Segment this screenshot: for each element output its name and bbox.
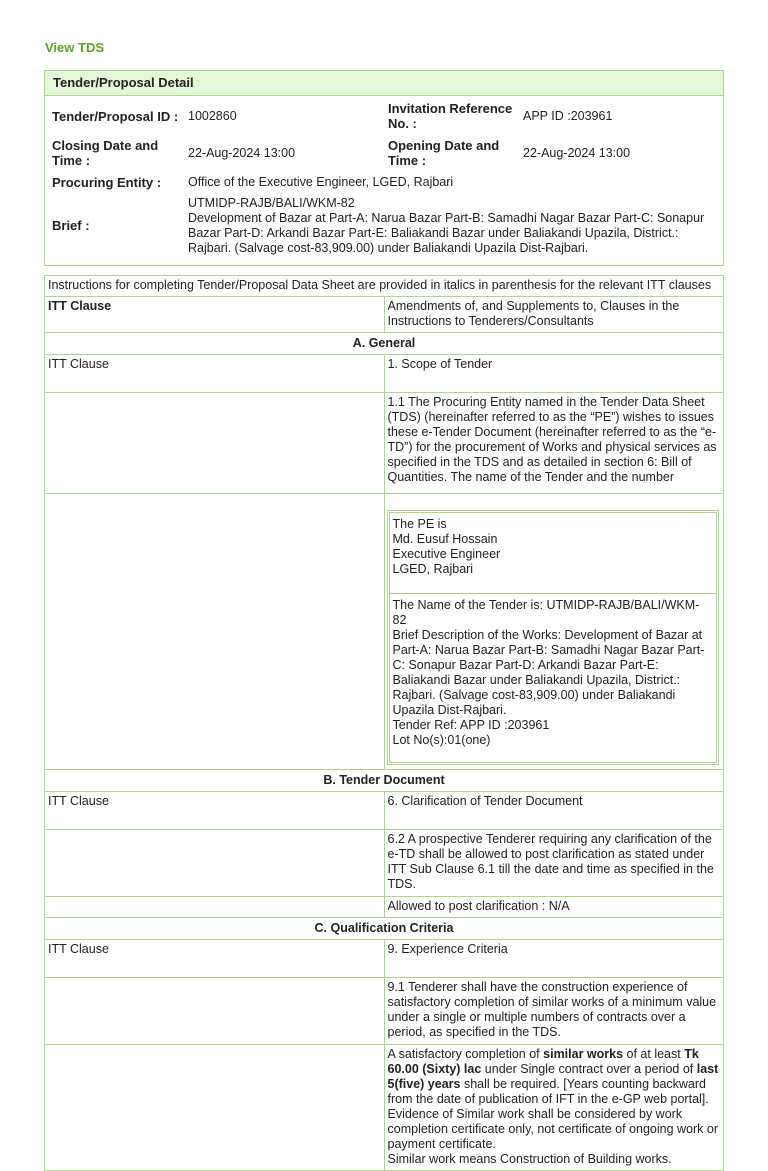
tender-id-label: Tender/Proposal ID : xyxy=(52,109,179,124)
brief-value: UTMIDP-RAJB/BALI/WKM-82 Development of Bazar at Part-A: Narua Bazar Part-B: Samadhi Nagar Bazar Part-C: Sonapur Bazar Part-D: Arkandi Bazar Part-E: Baliakandi Bazar under Baliakandi Upazila, District.: Rajbari. (Salvage cost-83,909.00) under Baliakandi Upazila Dist-Rajbari. xyxy=(188,196,705,255)
tender-detail-title: Tender/Proposal Detail xyxy=(45,71,723,96)
invitation-ref-value: APP ID :203961 xyxy=(523,109,613,123)
procuring-entity-value: Office of the Executive Engineer, LGED, Rajbari xyxy=(188,175,454,189)
clause-9-1-text: 9.1 Tenderer shall have the construction experience of satisfactory completion of similar works of a minimum value under a single or multiple numbers of contracts over a period, as specified in the TDS. xyxy=(384,978,724,1045)
clause-1-1-text: 1.1 The Procuring Entity named in the Tender Data Sheet (TDS) (hereinafter referred to as the “PE”) wishes to issues these e-Tender Document (hereinafter referred to as the “e-TD”) for the procurement of Works and physical services as specified in the TDS and as detailed in section 6: Bill of Quantities. The name of the Tender and the number xyxy=(384,393,724,494)
pe-details-box xyxy=(384,494,724,770)
amendments-text: Amendments of, and Supplements to, Clauses in the Instructions to Tenderers/Consultants xyxy=(384,297,724,333)
tender-id-value: 1002860 xyxy=(188,109,237,123)
section-a-header: A. General xyxy=(45,333,724,355)
invitation-ref-label: Invitation Reference No. : xyxy=(388,101,513,131)
closing-date-label: Closing Date and Time : xyxy=(52,138,159,168)
brief-label: Brief : xyxy=(52,218,90,233)
itt-table xyxy=(44,275,724,1171)
opening-date-label: Opening Date and Time : xyxy=(388,138,500,168)
itt-clause-label: ITT Clause xyxy=(45,792,385,830)
scope-of-tender: 1. Scope of Tender xyxy=(384,355,724,393)
itt-clause-header: ITT Clause xyxy=(45,297,385,333)
pe-info-cell: The PE is Md. Eusuf Hossain Executive Engineer LGED, Rajbari xyxy=(389,512,718,594)
pe-inner-table xyxy=(387,510,720,765)
itt-clause-label: ITT Clause xyxy=(45,940,385,978)
clause-6-2-text: 6.2 A prospective Tenderer requiring any clarification of the e-TD shall be allowed to post clarification as stated under ITT Sub Clause 6.1 till the date and time as specified in the TDS. xyxy=(384,830,724,897)
tender-name-cell: The Name of the Tender is: UTMIDP-RAJB/BALI/WKM-82 Brief Description of the Works: Development of Bazar at Part-A: Narua Bazar Part-B: Samadhi Nagar Bazar Part-C: Sonapur Bazar Part-D: Arkandi Bazar Part-E: Baliakandi Bazar under Baliakandi Upazila, District.: Rajbari. (Salvage cost-83,909.00) under Baliakandi Upazila Dist-Rajbari. Tender Ref: APP ID :203961 Lot No(s):01(one) xyxy=(389,594,718,763)
procuring-entity-label: Procuring Entity : xyxy=(52,175,162,190)
section-b-header: B. Tender Document xyxy=(45,770,724,792)
view-tds-link[interactable]: View TDS xyxy=(45,40,105,55)
itt-clause-label: ITT Clause xyxy=(45,355,385,393)
experience-heading: 9. Experience Criteria xyxy=(384,940,724,978)
experience-requirement: A satisfactory completion of similar works of at least Tk 60.00 (Sixty) lac under Single contract over a period of last 5(five) years shall be required. [Years counting backward from the date of publication of IFT in the e-GP web portal]. Evidence of Similar work shall be considered by work completion certificate only, not certificate of ongoing work or payment certificate. Similar work means Construction of Building works. xyxy=(384,1045,724,1171)
allowed-clarification: Allowed to post clarification : N/A xyxy=(384,897,724,918)
opening-date-value: 22-Aug-2024 13:00 xyxy=(523,146,631,160)
clarification-heading: 6. Clarification of Tender Document xyxy=(384,792,724,830)
section-c-header: C. Qualification Criteria xyxy=(45,918,724,940)
instructions-text: Instructions for completing Tender/Proposal Data Sheet are provided in italics in parenthesis for the relevant ITT clauses xyxy=(45,276,724,297)
tender-detail-panel xyxy=(44,70,724,266)
closing-date-value: 22-Aug-2024 13:00 xyxy=(188,146,296,160)
